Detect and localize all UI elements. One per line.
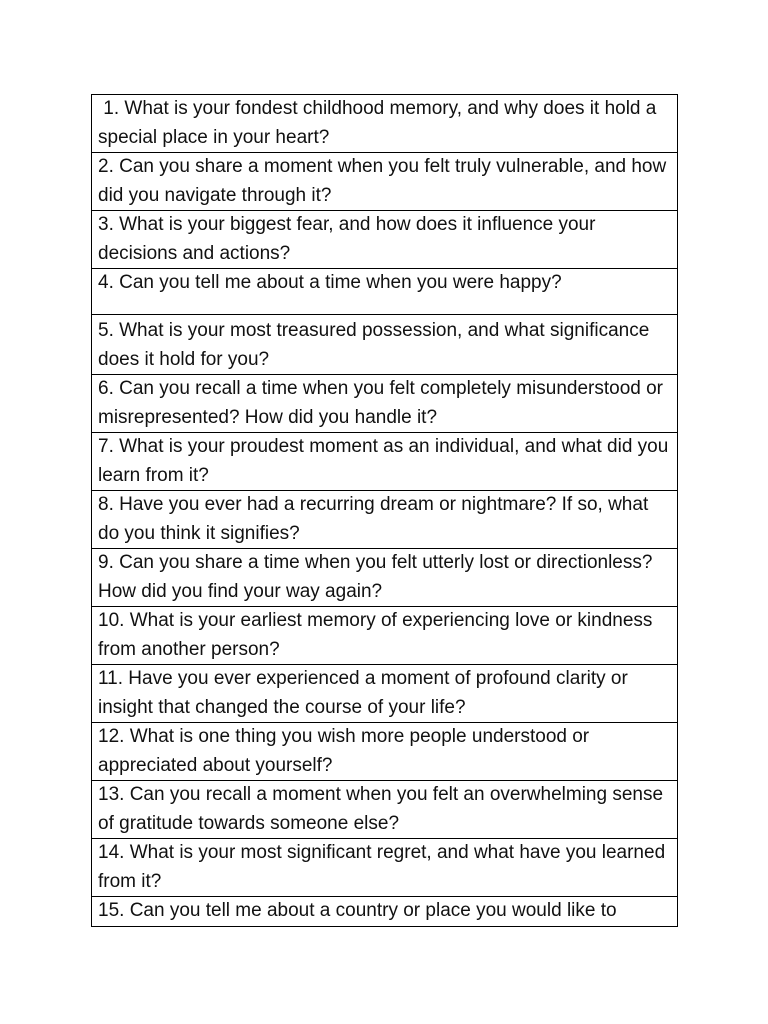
table-row — [92, 723, 678, 781]
question-cell: 13. Can you recall a moment when you felt an overwhelming sense of gratitude towards someone else? — [92, 781, 678, 839]
question-cell: 9. Can you share a time when you felt utterly lost or directionless? How did you find your way again? — [92, 549, 678, 607]
question-cell: 6. Can you recall a time when you felt completely misunderstood or misrepresented? How did you handle it? — [92, 375, 678, 433]
questions-table — [91, 94, 678, 927]
table-row — [92, 375, 678, 433]
table-row — [92, 211, 678, 269]
table-row — [92, 269, 678, 315]
table-row — [92, 491, 678, 549]
question-cell: 8. Have you ever had a recurring dream or nightmare? If so, what do you think it signifies? — [92, 491, 678, 549]
table-row — [92, 781, 678, 839]
table-row — [92, 665, 678, 723]
table-row — [92, 95, 678, 153]
table-row — [92, 839, 678, 897]
question-cell: 10. What is your earliest memory of experiencing love or kindness from another person? — [92, 607, 678, 665]
question-cell: 7. What is your proudest moment as an individual, and what did you learn from it? — [92, 433, 678, 491]
table-row — [92, 153, 678, 211]
question-cell: 4. Can you tell me about a time when you were happy? — [92, 269, 678, 315]
question-cell: 3. What is your biggest fear, and how does it influence your decisions and actions? — [92, 211, 678, 269]
question-cell: 2. Can you share a moment when you felt truly vulnerable, and how did you navigate through it? — [92, 153, 678, 211]
question-cell: 14. What is your most significant regret, and what have you learned from it? — [92, 839, 678, 897]
table-row — [92, 549, 678, 607]
table-row — [92, 315, 678, 375]
question-cell: 12. What is one thing you wish more people understood or appreciated about yourself? — [92, 723, 678, 781]
table-row — [92, 433, 678, 491]
question-cell: 5. What is your most treasured possession, and what significance does it hold for you? — [92, 315, 678, 375]
question-cell: 11. Have you ever experienced a moment of profound clarity or insight that changed the course of your life? — [92, 665, 678, 723]
question-cell: 15. Can you tell me about a country or place you would like to — [92, 897, 678, 927]
question-cell: 1. What is your fondest childhood memory, and why does it hold a special place in your heart? — [92, 95, 678, 153]
table-row — [92, 897, 678, 927]
table-row — [92, 607, 678, 665]
